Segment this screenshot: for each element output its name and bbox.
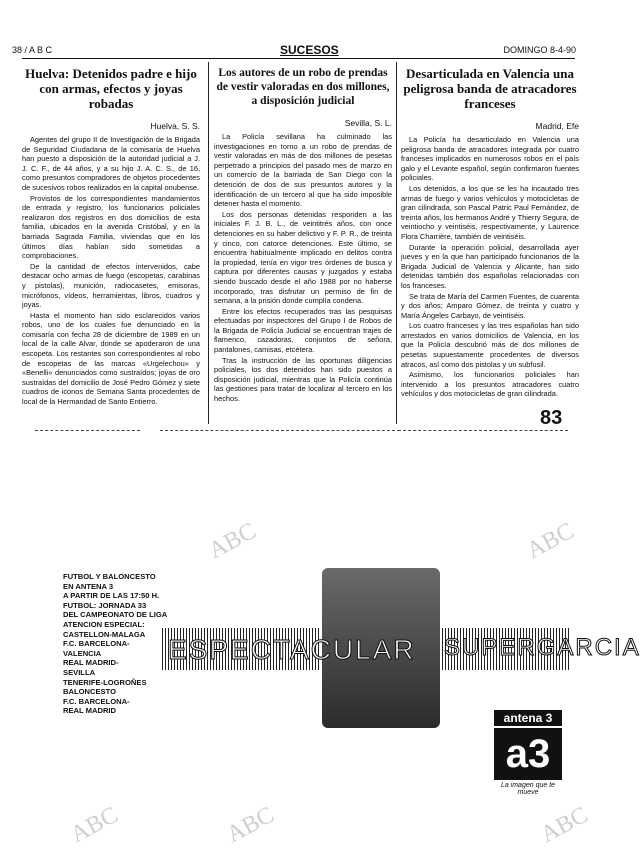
article-paragraph: Asimismo, los funcionarios policiales han intervenido a los presuntos atracadores cuatro vehículos y dos motocicletas de gran cilindrada. bbox=[401, 370, 579, 399]
article-body bbox=[214, 132, 392, 404]
article-paragraph: Los dos personas detenidas responden a las iniciales F. J. B. L., de veintitrés años, con once detenciones en su haber delictivo y F. P. R., de treinta y cinco, con catorce detenciones. Este último, se encuentra habitualmente implicado en delitos contra la propiedad, tenía en vigor tres órdenes de busca y captura por diferentes causas y juzgados y estaba siendo buscado desde el año 1988 por no haberse incorporado, tras disfrutar un permiso de fin de semana, a la prisión donde cumplía condena. bbox=[214, 209, 392, 306]
antena3-corner-logo: 83 bbox=[540, 407, 563, 429]
sports-line: VALENCIA bbox=[63, 648, 102, 658]
antena3-brand: antena 3 bbox=[494, 710, 562, 726]
page-number: 38 / A B C bbox=[12, 45, 53, 55]
sports-line: A PARTIR DE LAS 17:50 H. bbox=[63, 591, 160, 601]
article-sevilla bbox=[214, 66, 392, 405]
article-paragraph: De la cantidad de efectos intervenidos, cabe destacar ocho armas de fuego (escopetas, carabinas y pistolas), munición, radiocasetes, emisoras, micrófonos, vídeos, herramientas, libros, cuadros y joyas. bbox=[22, 261, 200, 310]
article-paragraph: Durante la operación policial, desarrollada ayer jueves y en la que han participado funcionarios de la Brigada Judicial de Valencia y Alicante, han sido detenidas también dos españolas relacionadas con los franceses. bbox=[401, 242, 579, 290]
article-paragraph: Provistos de los correspondientes mandamientos de entrada y registro, los funcionarios policiales realizaron dos registros en dos domicilios de esta familia, ubicados en la avenida Cristóbal, y en la barriada Sagrada Familia, viviendas que en los últimos días habían sido sometidas a comprobaciones. bbox=[22, 193, 200, 261]
sports-line: BALONCESTO bbox=[63, 687, 117, 697]
article-huelva bbox=[22, 66, 200, 408]
article-paragraph: Agentes del grupo II de Investigación de la Brigada de Seguridad Ciudadana de la comisaría de Huelva han puesto a disposición de la autoridad judicial a J. J. C. F., de 44 años, y a su hijo J. A. C. S., de 16, como presuntos compradores de objetos procedentes de sucesivos robos realizados en la capital onubense. bbox=[22, 135, 200, 192]
article-byline: Huelva, S. S. bbox=[150, 121, 200, 131]
article-paragraph: Los cuatro franceses y las tres españolas han sido arrestados en varios domicilios de Valencia, en los que la Policía descubrió más de dos millones de pesetas supuestamente procedentes de diversos atracos, así como dos pistolas y un subfusil. bbox=[401, 321, 579, 369]
ad-border-dash bbox=[35, 430, 140, 434]
abc-watermark: ABC bbox=[222, 801, 279, 849]
article-paragraph: La Policía sevillana ha culminado las investigaciones en torno a un robo de prendas de vestir valoradas en más de dos millones de pesetas perpetrado a principios del pasado mes de marzo en un comercio de la barriada de San Diego con la detención de dos de sus presuntos autores y la identificación de un tercero al que ha sido imposible detener hasta el momento. bbox=[214, 132, 392, 209]
promo-word-left: ESPECTACULAR bbox=[168, 634, 416, 665]
article-byline: Sevilla, S. L. bbox=[344, 118, 392, 128]
article-byline: Madrid, Efe bbox=[535, 121, 579, 131]
article-paragraph: La Policía ha desarticulado en Valencia una peligrosa banda de atracadores integrada por cuatro franceses implicados en numerosos robos en el país galo y el Levante español, según confirmaron fuentes policiales. bbox=[401, 135, 579, 183]
sports-line: TENERIFE-LOGROÑES bbox=[63, 677, 147, 687]
article-title: Desarticulada en Valencia una peligrosa banda de atracadores franceses bbox=[403, 66, 577, 111]
sports-line: F.C. BARCELONA- bbox=[63, 696, 130, 706]
article-paragraph: Tras la instrucción de las oportunas diligencias policiales, los dos detenidos han sido puestos a disposición judicial, mientras que la Policía continúa las gestiones para tratar de localizar al tercero en los hechos. bbox=[214, 355, 392, 404]
sports-line: FUTBOL Y BALONCESTO bbox=[63, 572, 156, 581]
article-paragraph: Entre los efectos recuperados tras las pesquisas efectuadas por inspectores del Grupo I de Robos de la Brigada de Policía Judicial se encuentran trajes de flamenco, cazadoras, conjuntos de señora, pantalones, camisas, etcétera. bbox=[214, 306, 392, 355]
sports-line: EN ANTENA 3 bbox=[63, 581, 114, 591]
sports-line: F.C. BARCELONA- bbox=[63, 639, 130, 649]
article-paragraph: Hasta el momento han sido esclarecidos varios robos, uno de los cuales fue denunciado en la comisaría con fecha 28 de diciembre de 1989 en un local de la calle Alvar, donde se apoderaron de una escopeta. Los restantes son correspondientes al robo de escopetas de las marcas «Urgelechou» y «Benelli» denunciados como sustraídos; joyas de oro sustraídas del domicilio de José Pedro Gómez y siete cuadros de iconos de Semana Santa procedentes de local de la Hermandad de Santo Entierro. bbox=[22, 310, 200, 407]
antena3-logo: a3 bbox=[494, 728, 562, 780]
promo-word-right: SUPERGARCIA bbox=[444, 634, 641, 661]
sports-line: DEL CAMPEONATO DE LIGA bbox=[63, 610, 168, 620]
abc-watermark: ABC bbox=[66, 801, 123, 849]
article-title: Huelva: Detenidos padre e hijo con armas, efectos y joyas robadas bbox=[25, 66, 197, 111]
abc-watermark: ABC bbox=[536, 801, 593, 849]
antena3-tagline: La imagen que te mueve bbox=[500, 782, 556, 796]
section-title: SUCESOS bbox=[280, 43, 339, 57]
sports-schedule-box bbox=[63, 572, 173, 716]
sports-line: REAL MADRID bbox=[63, 706, 117, 716]
abc-watermark: ABC bbox=[522, 517, 579, 565]
article-paragraph: Los detenidos, a los que se les ha incautado tres armas de fuego y varios vehículos y motocicletas de gran cilindrada, son Pascal Patric Paul Fernández, de treinta años, los hermanos André y Thierry Segura, de veintiocho y veintiséis, respectivamente, y Laurence Flora Charrière, también de veintiséis. bbox=[401, 183, 579, 241]
column-separator bbox=[208, 62, 209, 424]
sports-line: ATENCION ESPECIAL: bbox=[63, 619, 145, 629]
article-body bbox=[22, 135, 200, 407]
article-body bbox=[401, 135, 579, 399]
abc-watermark: ABC bbox=[204, 517, 261, 565]
article-paragraph: Se trata de María del Carmen Fuentes, de cuarenta y dos años; Amparo Gómez, de treinta y cuatro y María Ángeles Carbayo, de veintiséis. bbox=[401, 291, 579, 320]
sports-line: REAL MADRID- bbox=[63, 658, 119, 668]
article-title: Los autores de un robo de prendas de vestir valoradas en dos millones, a disposición judicial bbox=[216, 67, 390, 107]
article-valencia bbox=[401, 66, 579, 400]
sports-line: CASTELLON-MALAGA bbox=[63, 629, 146, 639]
sports-line: SEVILLA bbox=[63, 667, 96, 677]
ad-border-dash bbox=[398, 430, 568, 434]
column-separator bbox=[396, 62, 397, 424]
ad-border-dash bbox=[160, 430, 400, 434]
sports-line: FUTBOL: JORNADA 33 bbox=[63, 600, 147, 610]
page-date: DOMINGO 8-4-90 bbox=[503, 45, 576, 55]
header-rule bbox=[22, 58, 575, 59]
